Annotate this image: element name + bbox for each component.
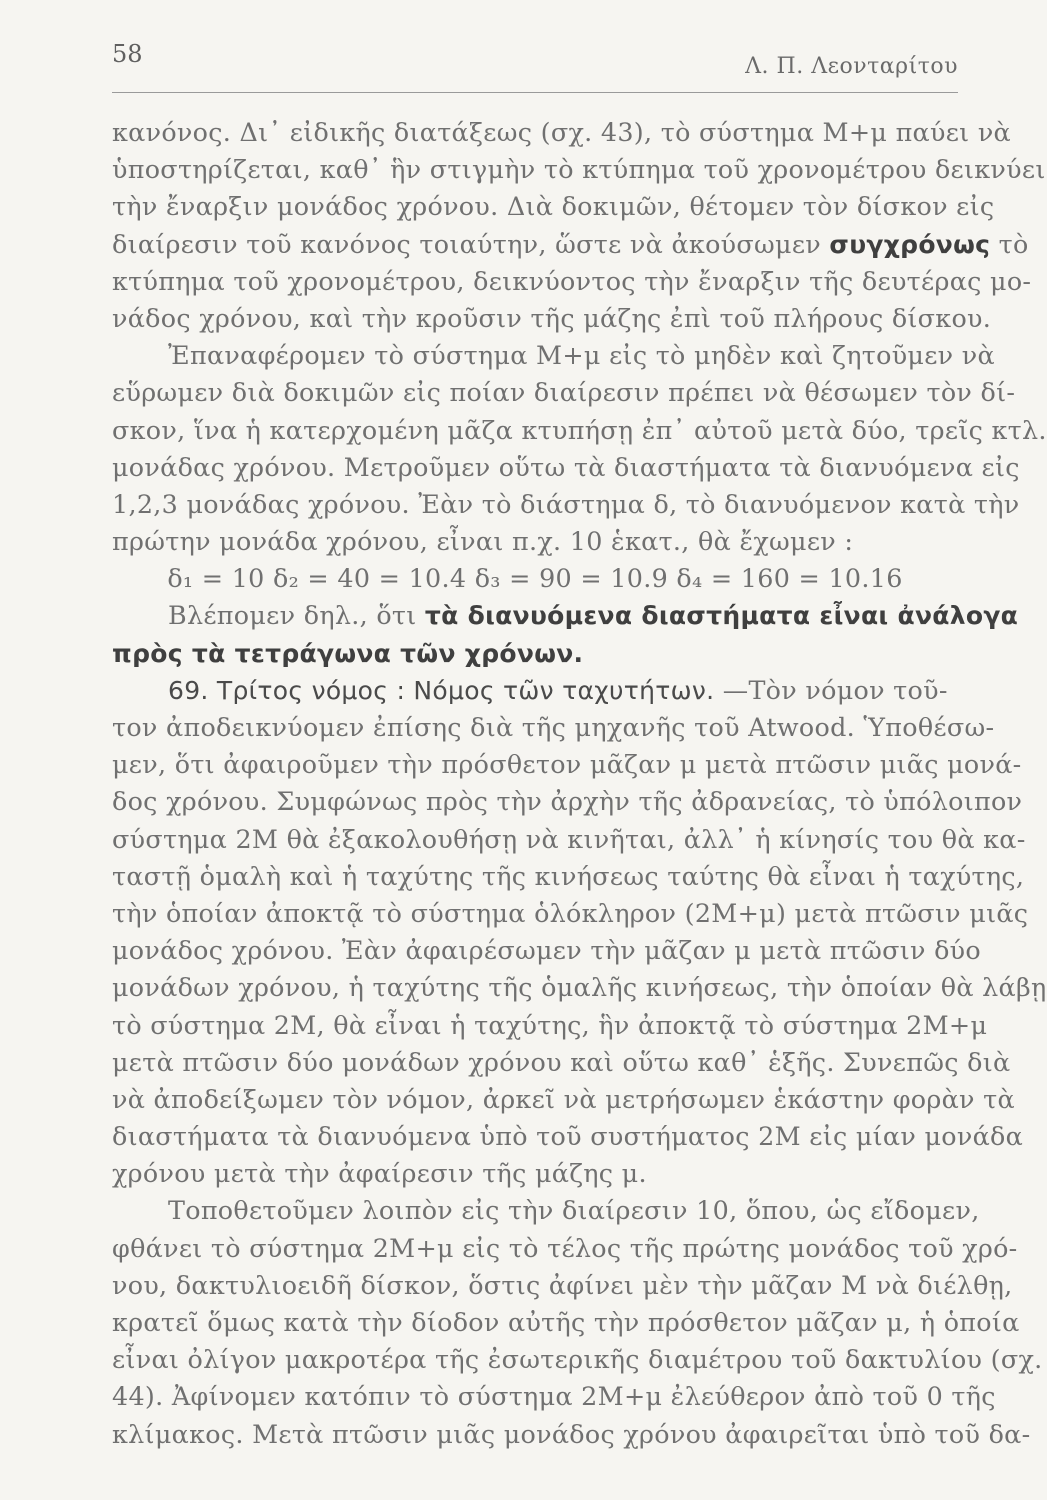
line-text: τὴν ὁποίαν ἀποκτᾷ τὸ σύστημα ὁλόκληρον (2Μ+μ) μετὰ πτῶσιν μιᾶς	[112, 897, 1029, 928]
line-text: μονάδων χρόνου, ἡ ταχύτης τῆς ὁμαλῆς κινήσεως, τὴν ὁποίαν θὰ λάβῃ	[112, 972, 1047, 1003]
text-line	[112, 932, 982, 969]
line-text: σύστημα 2Μ θὰ ἐξακολουθήσῃ νὰ κινῆται, ἀλλ᾿ ἡ κίνησίς του θὰ κα-	[112, 823, 1026, 854]
text-line	[112, 523, 958, 560]
text-line	[112, 709, 995, 746]
text-line	[112, 969, 1047, 1006]
text-line	[112, 1416, 1031, 1453]
line-text: τὴν ἔναρξιν μονάδος χρόνου. Διὰ δοκιμῶν, θέτομεν τὸν δίσκον εἰς	[112, 191, 995, 222]
text-line	[112, 1007, 988, 1044]
line-text: διαίρεσιν τοῦ κανόνος τοιαύτην, ὥστε νὰ ἀκούσωμεν	[112, 228, 822, 259]
line-text-tail: —Τὸν νόμον τοῦ-	[722, 674, 948, 705]
line-text: ὑποστηρίζεται, καθ᾿ ἣν στιγμὴν τὸ κτύπημα τοῦ χρονομέτρου δεικνύει	[112, 154, 1046, 185]
text-line	[112, 597, 1019, 634]
line-text: μονάδος χρόνου. Ἐὰν ἀφαιρέσωμεν τὴν μᾶζαν μ μετὰ πτῶσιν δύο	[112, 935, 982, 966]
line-text: νάδος χρόνου, καὶ τὴν κροῦσιν τῆς μάζης ἐπὶ τοῦ πλήρους δίσκου.	[112, 302, 992, 333]
text-line	[112, 1044, 1011, 1081]
line-text: κρατεῖ ὅμως κατὰ τὴν δίοδον αὐτῆς τὴν πρόσθετον μᾶζαν μ, ἡ ὁποία	[112, 1307, 1020, 1337]
body-text	[112, 114, 1047, 1453]
line-text: τον ἀποδεικνύομεν ἐπίσης διὰ τῆς μηχανῆς τοῦ Atwood. Ὑποθέσω-	[112, 712, 995, 742]
running-head: Λ. Π. Λεονταρίτου	[745, 54, 958, 79]
header-rule	[112, 92, 958, 93]
line-text: νὰ ἀποδείξωμεν τὸν νόμον, ἀρκεῖ νὰ μετρήσωμεν ἑκάστην φορὰν τὰ	[112, 1083, 1015, 1114]
page-header	[112, 40, 958, 88]
text-line	[112, 151, 1046, 188]
line-text: σκον, ἵνα ἡ κατερχομένη μᾶζα κτυπήσῃ ἐπ᾿ αὐτοῦ μετὰ δύο, τρεῖς κτλ.	[112, 414, 1047, 445]
line-text: πρώτην μονάδα χρόνου, εἶναι π.χ. 10 ἑκατ., θὰ ἔχωμεν :	[112, 526, 854, 557]
section-heading: 69. Τρίτος νόμος : Νόμος τῶν ταχυτήτων.	[168, 675, 715, 705]
line-text: φθάνει τὸ σύστημα 2Μ+μ εἰς τὸ τέλος τῆς πρώτης μονάδος τοῦ χρό-	[112, 1232, 1018, 1263]
line-text: χρόνου μετὰ τὴν ἀφαίρεσιν τῆς μάζης μ.	[112, 1158, 647, 1189]
text-line	[112, 226, 1029, 263]
bold-phrase: πρὸς τὰ τετράγωνα τῶν χρόνων.	[112, 638, 584, 668]
line-text: 44). Ἀφίνομεν κατόπιν τὸ σύστημα 2Μ+μ ἐλεύθερον ἀπὸ τοῦ 0 τῆς	[112, 1381, 996, 1412]
line-text: τὸ σύστημα 2Μ, θὰ εἶναι ἡ ταχύτης, ἣν ἀποκτᾷ τὸ σύστημα 2Μ+μ	[112, 1009, 988, 1040]
line-text-tail: τὸ	[998, 228, 1029, 259]
text-line	[112, 746, 1022, 783]
text-line	[112, 1192, 980, 1229]
line-text: δ₁ = 10 δ₂ = 40 = 10.4 δ₃ = 90 = 10.9 δ₄ = 160 = 10.16	[167, 563, 903, 594]
text-line	[112, 337, 995, 374]
line-text: Τοποθετοῦμεν λοιπὸν εἰς τὴν διαίρεσιν 10, ὅπου, ὡς εἴδομεν,	[168, 1195, 980, 1226]
text-line	[112, 486, 1020, 523]
line-text: νου, δακτυλιοειδῆ δίσκον, ὅστις ἀφίνει μὲν τὴν μᾶζαν Μ νὰ διέλθῃ,	[112, 1269, 1013, 1300]
text-line	[112, 449, 1020, 486]
line-text: δος χρόνου. Συμφώνως πρὸς τὴν ἀρχὴν τῆς ἀδρανείας, τὸ ὑπόλοιπον	[112, 786, 1023, 817]
line-text: 1,2,3 μονάδας χρόνου. Ἐὰν τὸ διάστημα δ, τὸ διανυόμενον κατὰ τὴν	[112, 488, 1020, 519]
text-line	[112, 895, 1029, 932]
text-line	[112, 821, 1026, 858]
text-line	[112, 300, 992, 337]
text-line	[112, 1304, 1020, 1341]
text-line	[112, 1341, 1043, 1378]
page-number: 58	[112, 40, 143, 68]
text-line	[112, 1081, 1015, 1118]
line-text: εὕρωμεν διὰ δοκιμῶν εἰς ποίαν διαίρεσιν πρέπει νὰ θέσωμεν τὸν δί-	[112, 377, 1016, 408]
text-line	[112, 1378, 996, 1415]
bold-phrase: τὰ διανυόμενα διαστήματα εἶναι ἀνάλογα	[424, 601, 1019, 631]
text-line	[112, 1267, 1013, 1304]
text-line	[112, 374, 1016, 411]
text-line	[112, 114, 1011, 151]
text-line	[112, 1155, 958, 1192]
line-text: διαστήματα τὰ διανυόμενα ὑπὸ τοῦ συστήματος 2Μ εἰς μίαν μονάδα	[112, 1121, 1024, 1152]
text-line	[112, 560, 958, 597]
line-text: κανόνος. Δι᾿ εἰδικῆς διατάξεως (σχ. 43), τὸ σύστημα Μ+μ παύει νὰ	[112, 117, 1011, 147]
line-text: εἶναι ὀλίγον μακροτέρα τῆς ἐσωτερικῆς διαμέτρου τοῦ δακτυλίου (σχ.	[112, 1344, 1043, 1375]
bold-phrase: συγχρόνως	[829, 229, 991, 259]
line-text: κτύπημα τοῦ χρονομέτρου, δεικνύοντος τὴν ἔναρξιν τῆς δευτέρας μο-	[112, 265, 1032, 296]
line-text: μονάδας χρόνου. Μετροῦμεν οὕτω τὰ διαστήματα τὰ διανυόμενα εἰς	[112, 451, 1020, 482]
line-text: κλίμακος. Μετὰ πτῶσιν μιᾶς μονάδος χρόνου ἀφαιρεῖται ὑπὸ τοῦ δα-	[112, 1418, 1031, 1449]
text-line	[112, 1230, 1018, 1267]
text-line	[112, 263, 1032, 300]
line-text: μεν, ὅτι ἀφαιροῦμεν τὴν πρόσθετον μᾶζαν μ μετὰ πτῶσιν μιᾶς μονά-	[112, 749, 1022, 780]
line-text: Βλέπομεν δηλ., ὅτι	[168, 600, 417, 631]
text-line	[112, 188, 995, 225]
text-line	[112, 1118, 1024, 1155]
text-line	[112, 783, 1023, 820]
text-line	[112, 635, 958, 672]
line-text: ταστῇ ὁμαλὴ καὶ ἡ ταχύτης τῆς κινήσεως ταύτης θὰ εἶναι ἡ ταχύτης,	[112, 860, 1025, 891]
text-line	[112, 412, 1047, 449]
text-line	[112, 858, 1025, 895]
line-text: Ἐπαναφέρομεν τὸ σύστημα Μ+μ εἰς τὸ μηδὲν καὶ ζητοῦμεν νὰ	[168, 340, 995, 371]
line-text: μετὰ πτῶσιν δύο μονάδων χρόνου καὶ οὕτω καθ᾿ ἑξῆς. Συνεπῶς διὰ	[112, 1046, 1011, 1077]
text-line	[112, 672, 958, 709]
